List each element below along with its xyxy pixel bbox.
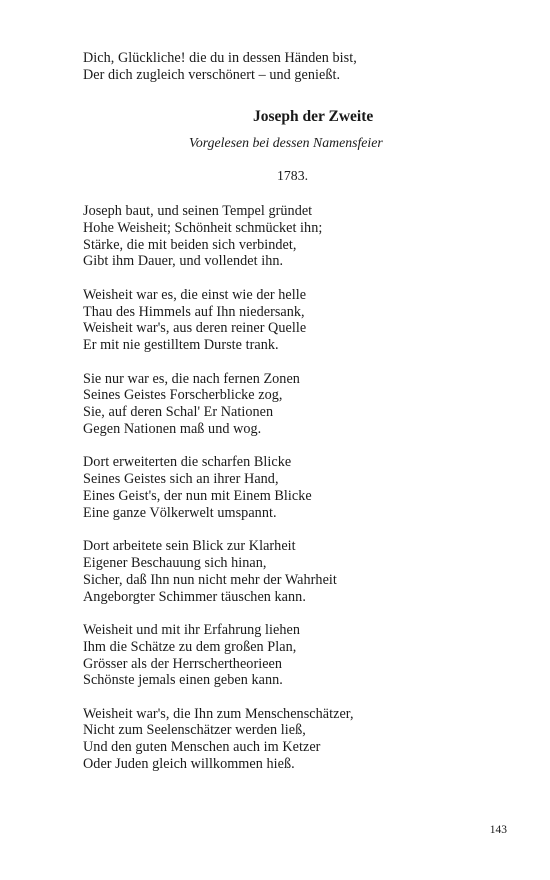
stanza bbox=[83, 706, 354, 773]
verse-line: Ihm die Schätze zu dem großen Plan, bbox=[83, 638, 297, 655]
verse-line: Gegen Nationen maß und wog. bbox=[83, 420, 262, 437]
verse-line: Seines Geistes Forscherblicke zog, bbox=[83, 387, 283, 404]
stanza bbox=[83, 287, 354, 354]
verse-line: Angeborgter Schimmer täuschen kann. bbox=[83, 588, 306, 605]
verse-line: Er mit nie gestilltem Durste trank. bbox=[83, 337, 279, 354]
verse-line: Eine ganze Völkerwelt umspannt. bbox=[83, 504, 277, 521]
poem-subtitle: Vorgelesen bei dessen Namensfeier bbox=[189, 135, 383, 150]
stanza bbox=[83, 622, 354, 689]
verse-line: Dort erweiterten die scharfen Blicke bbox=[83, 454, 292, 471]
verse-line: Eines Geist's, der nun mit Einem Blicke bbox=[83, 487, 312, 504]
poem-title: Joseph der Zweite bbox=[253, 108, 374, 125]
intro-line: Dich, Glückliche! die du in dessen Händen bist, bbox=[83, 50, 357, 66]
verse-line: Und den guten Menschen auch im Ketzer bbox=[83, 739, 321, 756]
verse-line: Eigener Beschauung sich hinan, bbox=[83, 554, 267, 571]
verse-line: Joseph baut, und seinen Tempel gründet bbox=[83, 203, 313, 219]
verse-line: Sicher, daß Ihn nun nicht mehr der Wahrheit bbox=[83, 571, 337, 588]
poem-year: 1783. bbox=[277, 168, 309, 183]
verse-line: Thau des Himmels auf Ihn niedersank, bbox=[83, 303, 305, 320]
verse-line: Weisheit war's, aus deren reiner Quelle bbox=[83, 320, 307, 337]
verse-line: Hohe Weisheit; Schönheit schmücket ihn; bbox=[83, 219, 323, 236]
verse-line: Oder Juden gleich willkommen hieß. bbox=[83, 756, 295, 773]
page-number: 143 bbox=[489, 824, 507, 836]
stanza bbox=[83, 538, 354, 605]
verse-line: Grösser als der Herrschertheorieen bbox=[83, 655, 283, 672]
verse-line: Nicht zum Seelenschätzer werden ließ, bbox=[83, 722, 306, 739]
verse-line: Weisheit war es, die einst wie der helle bbox=[83, 286, 307, 303]
intro-verse bbox=[83, 50, 357, 84]
verse-line: Weisheit war's, die Ihn zum Menschenschätzer, bbox=[83, 705, 354, 722]
verse-line: Weisheit und mit ihr Erfahrung liehen bbox=[83, 621, 301, 638]
verse-line: Seines Geistes sich an ihrer Hand, bbox=[83, 471, 279, 488]
stanza bbox=[83, 454, 354, 521]
poem-body bbox=[83, 203, 354, 789]
intro-line: Der dich zugleich verschönert – und genießt. bbox=[83, 66, 341, 83]
verse-line: Schönste jemals einen geben kann. bbox=[83, 672, 283, 689]
verse-line: Dort arbeitete sein Blick zur Klarheit bbox=[83, 538, 296, 555]
verse-line: Sie nur war es, die nach fernen Zonen bbox=[83, 370, 300, 387]
verse-line: Sie, auf deren Schal' Er Nationen bbox=[83, 404, 274, 421]
verse-line: Gibt ihm Dauer, und vollendet ihn. bbox=[83, 253, 284, 270]
stanza bbox=[83, 203, 354, 270]
verse-line: Stärke, die mit beiden sich verbindet, bbox=[83, 236, 297, 253]
stanza bbox=[83, 371, 354, 438]
